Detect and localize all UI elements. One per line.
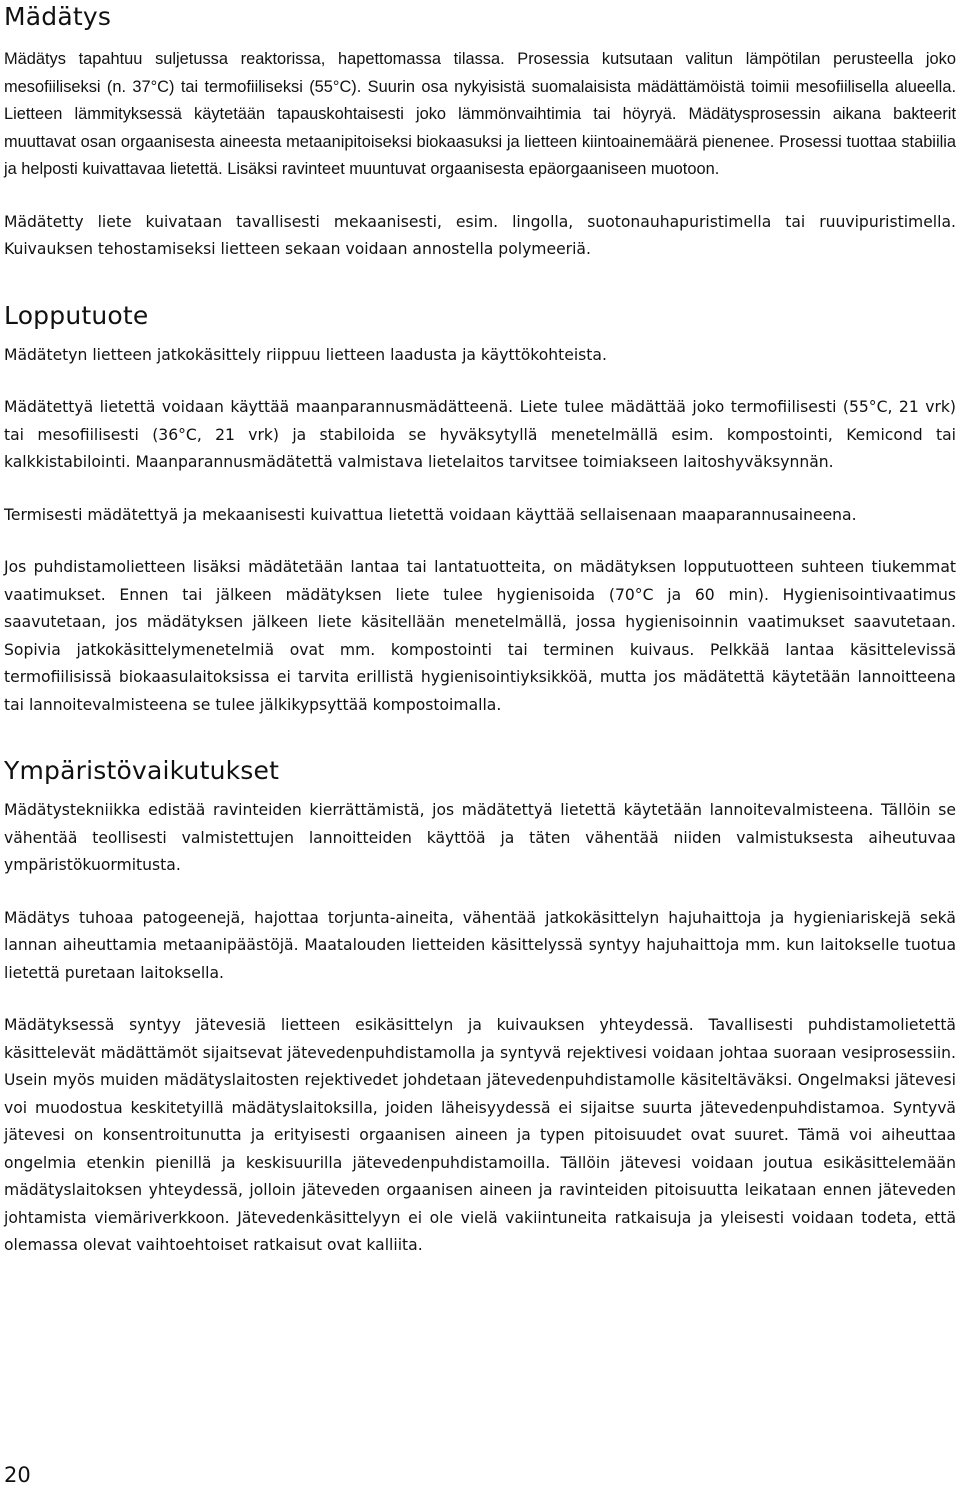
document-page: [4, 0, 956, 1260]
section-heading-lopputuote: Lopputuote: [4, 300, 149, 330]
paragraph-madatys-drying: Mädätetty liete kuivataan tavallisesti mekaanisesti, esim. lingolla, suotonauhapuristimella tai ruuvipuristimella. Kuivauksen tehostamiseksi lietteen sekaan voidaan annostella polymeeriä.: [4, 212, 956, 258]
paragraph-madatys-process: Mädätys tapahtuu suljetussa reaktorissa, hapettomassa tilassa. Prosessia kutsutaan valitun lämpötilan perusteella joko mesofiiliseksi (n. 37°C) tai termofiiliseksi (55°C). Suurin osa nykyisistä suomalaisista mädättämöistä toimii mesofiilisella alueella. Lietteen lämmityksessä käytetään tapauskohtaisesti joko lämmönvaihtimia tai höyryä. Mädätysprosessin aikana bakteerit muuttavat osan orgaanisesta aineesta metaanipitoiseksi biokaasuksi ja lietteen kiintoainemäärä pienenee. Prosessi tuottaa stabiilia ja helposti kuivattavaa lietettä. Lisäksi ravinteet muuntuvat orgaanisesta epäorgaaniseen muotoon.: [4, 50, 956, 178]
paragraph-lopputuote-intro: Mädätetyn lietteen jatkokäsittely riippuu lietteen laadusta ja käyttökohteista.: [4, 345, 607, 364]
paragraph-ymparisto-nutrients: Mädätystekniikka edistää ravinteiden kierrättämistä, jos mädätettyä lietettä käytetään lannoitevalmisteena. Tällöin se vähentää teollisesti valmistettujen lannoitteiden käyttöä ja täten vähentää niiden valmistuksesta aiheutuvaa ympäristökuormitusta.: [4, 801, 956, 874]
section-heading-madatys: Mädätys: [4, 2, 112, 31]
paragraph-ymparisto-wastewater: Mädätyksessä syntyy jätevesiä lietteen esikäsittelyn ja kuivauksen yhteydessä. Tavallisesti puhdistamolietettä käsittelevät mädättämöt sijaitsevat jätevedenpuhdistamolla ja syntyvä rejektivesi voidaan johtaa suoraan vesiprosessiin. Usein myös muiden mädätyslaitosten rejektivedet johdetaan jätevedenpuhdistamolle käsiteltäväksi. Ongelmaksi jätevesi voi muodostua keskitetyillä mädätyslaitoksilla, joiden läheisyydessä ei sijaitse suurta jätevedenpuhdistamoa. Syntyvä jätevesi on konsentroitunutta ja erityisesti orgaanisen aineen ja typen pitoisuudet ovat suuret. Tämä voi aiheuttaa ongelmia etenkin pienillä ja keskisuurilla jätevedenpuhdistamoilla. Tällöin jätevesi voidaan joutua esikäsittelemään mädätyslaitoksen yhteydessä, jolloin jäteveden orgaanisen aineen ja ravinteiden pitoisuutta leikataan ennen jäteveden johtamista viemäriverkkoon. Jätevedenkäsittelyyn ei ole vielä vakiintuneita ratkaisuja ja yleisesti voidaan todeta, että olemassa olevat vaihtoehtoiset ratkaisut ovat kalliita.: [4, 1016, 956, 1254]
page-number: 20: [4, 1463, 31, 1487]
section-heading-ymparistovaikutukset: Ympäristövaikutukset: [4, 756, 280, 785]
paragraph-lopputuote-thermal: Termisesti mädätettyä ja mekaanisesti kuivattua lietettä voidaan käyttää sellaisenaan maaparannusaineena.: [4, 505, 857, 524]
paragraph-lopputuote-hygienisation: Jos puhdistamolietteen lisäksi mädätetään lantaa tai lantatuotteita, on mädätyksen lopputuotteen suhteen tiukemmat vaatimukset. Ennen tai jälkeen mädätyksen liete tulee hygienisoida (70°C ja 60 min). Hygienisointivaatimus saavutetaan, jos mädätyksen jälkeen liete käsitellään menetelmällä, jossa hygienisoinnin vaatimukset saavutetaan. Sopivia jatkokäsittelymenetelmiä ovat mm. kompostointi tai terminen kuivaus. Pelkkää lantaa käsittelevissä termofiilisissä biokaasulaitoksissa ei tarvita erillistä hygienisointiyksikköä, mutta jos mädätettä käytetään lannoitteena tai lannoitevalmisteena se tulee jälkikypsyttää kompostoimalla.: [4, 558, 956, 714]
paragraph-ymparisto-pathogens: Mädätys tuhoaa patogeenejä, hajottaa torjunta-aineita, vähentää jatkokäsittelyn hajuhaittoja ja hygieniariskejä sekä lannan aiheuttamia metaanipäästöjä. Maatalouden lietteiden käsittelyssä syntyy hajuhaittoja mm. kun laitokselle tuotua lietettä puretaan laitoksella.: [4, 908, 956, 982]
paragraph-lopputuote-soil-improver: Mädätettyä lietettä voidaan käyttää maanparannusmädätteenä. Liete tulee mädättää joko termofiilisesti (55°C, 21 vrk) tai mesofiilisesti (36°C, 21 vrk) ja stabiloida se hyväksytyllä menetelmällä esim. kompostointi, Kemicond tai kalkkistabilointi. Maanparannusmädätettä valmistava lietelaitos tarvitsee toimiakseen laitoshyväksynnän.: [4, 398, 956, 471]
